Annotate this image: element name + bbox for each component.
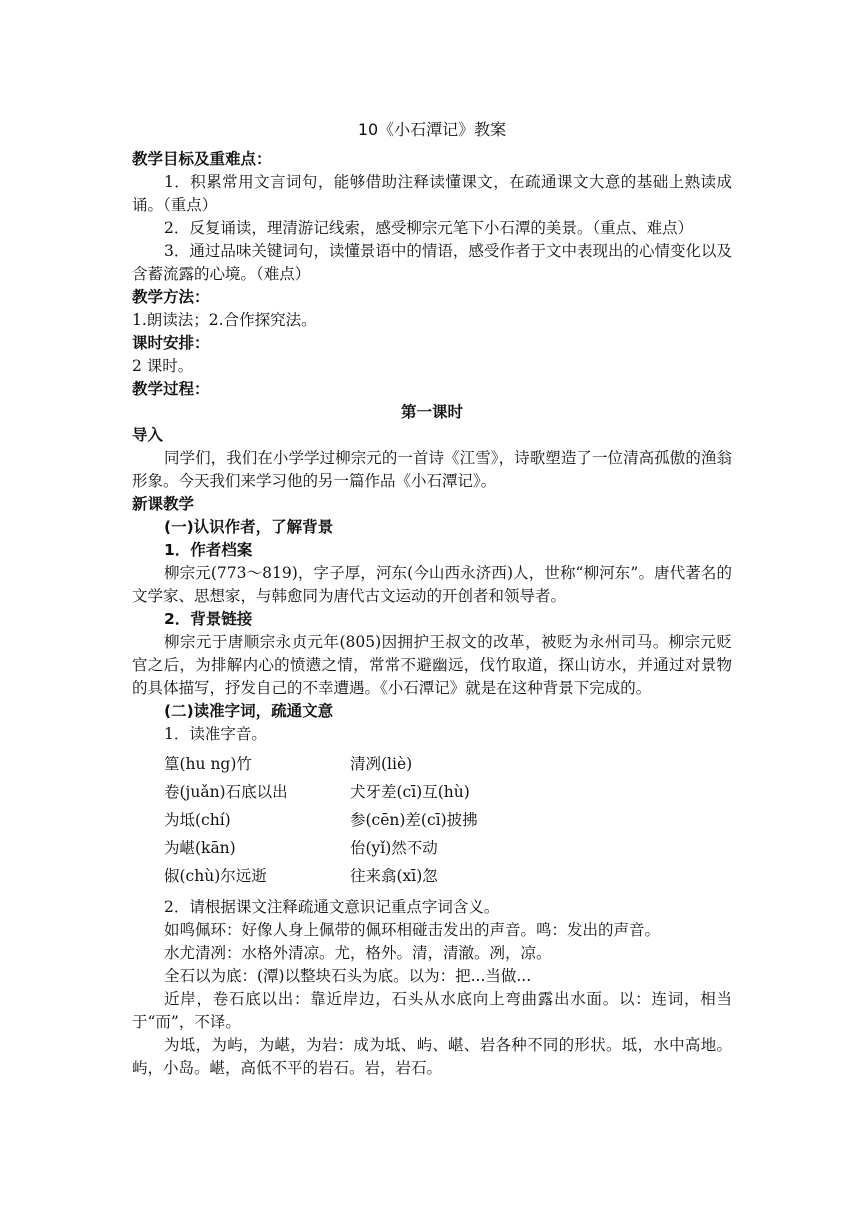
methods-heading: 教学方法： [132, 288, 210, 306]
pinyin-entry: 参(cēn)差(cī)披拂 [350, 810, 478, 829]
objectives-heading: 教学目标及重难点： [132, 150, 272, 168]
background-heading: 2．背景链接 [164, 610, 253, 628]
part2-heading: (二)读准字词，疏通文意 [164, 702, 334, 720]
vocabulary-note: 为坻，为屿，为嵁，为岩：成为坻、屿、嵁、岩各种不同的形状。坻，水中高地。屿，小岛。嵁，高低不平的岩石。岩，岩石。 [132, 1036, 732, 1077]
pinyin-row [164, 778, 732, 806]
schedule-heading: 课时安排： [132, 334, 210, 352]
pinyin-entry: 篁(hu ng)竹 [164, 754, 252, 773]
vocabulary-note: 全石以为底：(潭)以整块石头为底。以为：把...当做... [164, 967, 532, 985]
process-heading: 教学过程： [132, 380, 210, 398]
pinyin-entry: 犬牙差(cī)互(hù) [350, 782, 470, 801]
pinyin-entry: 为嵁(kān) [164, 838, 236, 857]
methods-text: 1.朗读法；2.合作探究法。 [132, 311, 317, 329]
background-text: 柳宗元于唐顺宗永贞元年(805)因拥护王叔文的改革，被贬为永州司马。柳宗元贬官之后，为排解内心的愤懑之情，常常不避幽远，伐竹取道，探山访水，并通过对景物的具体描写，抒发自己的不幸遭遇。《小石潭记》就是在这种背景下完成的。 [132, 633, 732, 697]
pinyin-entry: 为坻(chí) [164, 810, 231, 829]
vocabulary-note: 如鸣佩环：好像人身上佩带的佩环相碰击发出的声音。鸣：发出的声音。 [164, 921, 661, 939]
pinyin-entry: 卷(juǎn)石底以出 [164, 782, 288, 801]
pinyin-entry: 往来翕(xī)忽 [350, 866, 438, 885]
part1-heading: (一)认识作者，了解背景 [164, 518, 334, 536]
pinyin-entry: 佁(yǐ)然不动 [350, 838, 438, 857]
pinyin-row [164, 806, 732, 834]
pronunciation-heading: 1．读准字音。 [164, 725, 267, 743]
objective-item: 1．积累常用文言词句，能够借助注释读懂课文，在疏通课文大意的基础上熟读成诵。（重点） [132, 173, 732, 214]
pinyin-entry: 清冽(liè) [350, 754, 413, 773]
pinyin-table [132, 750, 732, 890]
lesson-plan-content [132, 118, 732, 1080]
vocabulary-heading: 2．请根据课文注释疏通文意识记重点字词含义。 [164, 898, 500, 916]
author-profile-text: 柳宗元(773～819)，字子厚，河东(今山西永济西)人，世称“柳河东”。唐代著名的文学家、思想家，与韩愈同为唐代古文运动的开创者和领导者。 [132, 564, 732, 605]
new-lesson-heading: 新课教学 [132, 495, 195, 513]
objective-item: 2．反复诵读，理清游记线索，感受柳宗元笔下小石潭的美景。（重点、难点） [164, 219, 694, 237]
intro-heading: 导入 [132, 426, 164, 444]
pinyin-row [164, 750, 732, 778]
author-profile-heading: 1．作者档案 [164, 541, 253, 559]
lesson-title: 第一课时 [400, 403, 463, 421]
schedule-text: 2 课时。 [132, 357, 194, 375]
pinyin-entry: 俶(chù)尔远逝 [164, 866, 267, 885]
document-title: 10《小石潭记》教案 [357, 120, 507, 139]
vocabulary-note: 近岸，卷石底以出：靠近岸边，石头从水底向上弯曲露出水面。以：连词，相当于“而”，不译。 [132, 990, 732, 1031]
objective-item: 3．通过品味关键词句，读懂景语中的情语，感受作者于文中表现出的心情变化以及含蓄流露的心境。（难点） [132, 242, 732, 283]
vocabulary-note: 水尤清冽：水格外清凉。尤，格外。清，清澈。冽，凉。 [164, 944, 552, 962]
intro-text: 同学们，我们在小学学过柳宗元的一首诗《江雪》，诗歌塑造了一位清高孤傲的渔翁形象。今天我们来学习他的另一篇作品《小石潭记》。 [132, 449, 732, 490]
pinyin-row [164, 862, 732, 890]
pinyin-row [164, 834, 732, 862]
